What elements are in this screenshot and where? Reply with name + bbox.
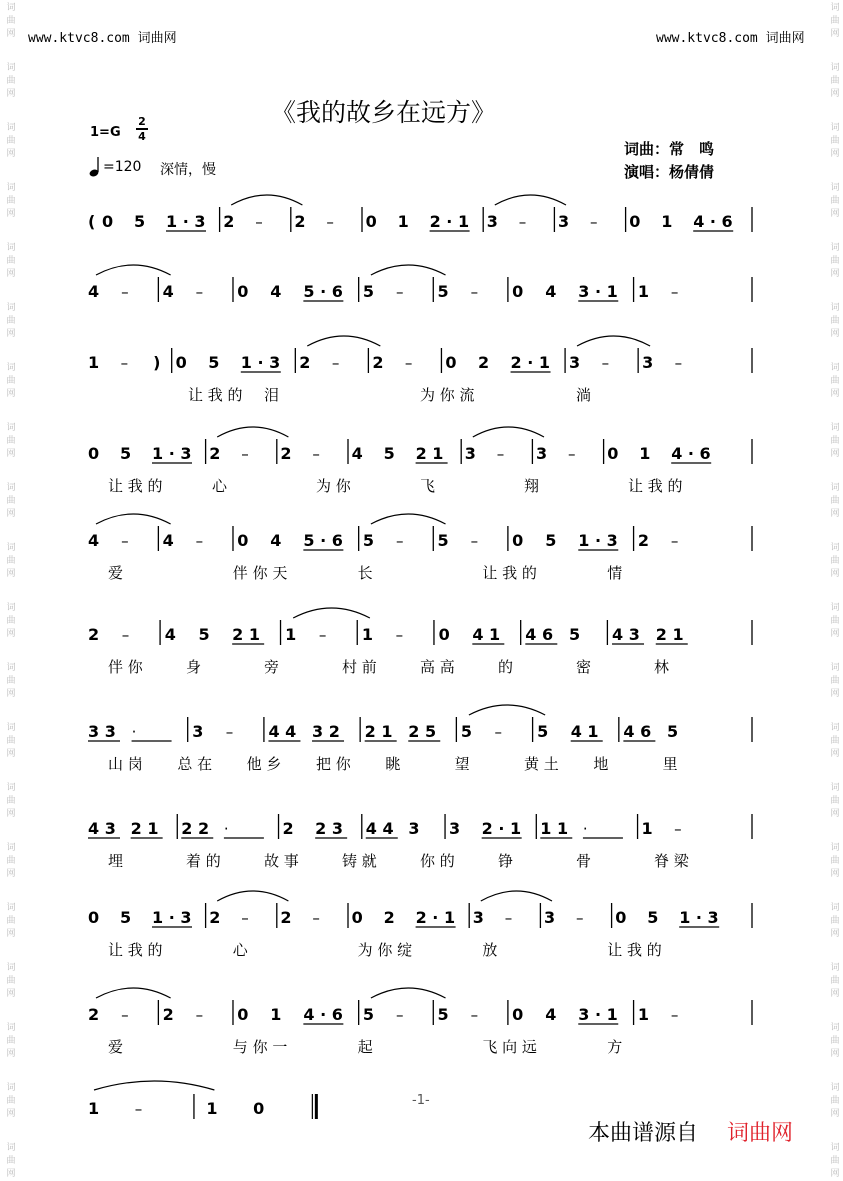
score-note: 3 <box>486 212 498 231</box>
watermark-glyph: 词 曲 网 <box>830 723 840 759</box>
score-note: 5 <box>120 444 132 463</box>
lyric-text: 村 前 <box>342 658 377 676</box>
score-note: 2 <box>477 353 490 372</box>
watermark-glyph: 词 曲 网 <box>830 1143 840 1179</box>
score-note: 2 <box>282 819 294 838</box>
score-note: 2 <box>209 908 221 927</box>
score-note: 5 <box>545 531 557 550</box>
score-note: – <box>331 354 340 372</box>
watermark-glyph: 词 曲 网 <box>6 1023 16 1059</box>
score-note: 0 <box>351 908 363 927</box>
score-note: 1 <box>361 625 374 644</box>
lyric-text: 高 高 <box>420 658 455 676</box>
watermark-glyph: 词 曲 网 <box>6 243 16 279</box>
score-note: 4 · 6 <box>303 1005 343 1024</box>
tie <box>495 195 566 205</box>
composer-credit: 词曲：常 鸣 <box>624 140 715 158</box>
score-note: 5 <box>362 531 375 550</box>
score-note: 4 <box>88 282 100 301</box>
lyric-text: 长 <box>357 564 373 582</box>
song-title: 《我的故乡在远方》 <box>271 98 497 127</box>
score-note: 1 <box>637 1005 649 1024</box>
score-note: 2 <box>372 353 384 372</box>
score-note: 2 <box>280 908 292 927</box>
tie <box>293 608 370 618</box>
lyric-text: 埋 <box>108 852 124 870</box>
lyric-text: 身 <box>186 658 202 676</box>
lyric-text: 淌 <box>576 386 592 404</box>
score-note: 4 <box>351 444 363 463</box>
lyric-text: 故 事 <box>264 852 299 870</box>
score-note: 5 <box>647 908 659 927</box>
score-note: 5 <box>537 722 549 741</box>
lyric-text: 的 <box>498 658 514 676</box>
score-note: 3 3 <box>88 722 116 741</box>
score-note: – <box>576 909 584 927</box>
score-note: 2 · 1 <box>415 908 456 927</box>
score-note: 5 <box>362 1005 375 1024</box>
score-note: 0 <box>237 282 249 301</box>
tie <box>96 265 171 275</box>
watermark-glyph: 词 曲 网 <box>830 783 840 819</box>
score-note: 4 · 6 <box>693 212 733 231</box>
score-note: 2 <box>280 444 292 463</box>
watermark-glyph: 词 曲 网 <box>830 303 840 339</box>
score-note: 3 2 <box>312 722 340 741</box>
lyric-text: 地 <box>593 755 609 773</box>
score-note: – <box>241 909 249 927</box>
lyric-text: 与 你 一 <box>232 1038 288 1056</box>
site-url-left: www.ktvc8.com 词曲网 <box>28 31 177 46</box>
score-note: – <box>121 532 129 550</box>
lyric-text: 让 我 的 <box>108 477 163 495</box>
score-note: ( <box>88 212 96 231</box>
score-note: – <box>318 626 327 644</box>
score-note: 0 <box>512 1005 524 1024</box>
time-signature-bottom: 4 <box>138 130 146 143</box>
lyric-text: 里 <box>662 755 678 773</box>
score-note: 4 <box>545 1005 557 1024</box>
score-note: 1 <box>641 819 653 838</box>
watermark-glyph: 词 曲 网 <box>830 903 840 939</box>
score-note: 1 <box>661 212 673 231</box>
score-note: 5 <box>437 1005 449 1024</box>
score-note: – <box>470 1006 479 1024</box>
score-note: 4 1 <box>472 625 501 644</box>
score-note: 1 <box>637 282 649 301</box>
score-note: 2 <box>383 908 395 927</box>
score-note: 1 <box>88 353 100 372</box>
score-note: 3 <box>544 908 556 927</box>
score-note: 0 <box>88 908 100 927</box>
score-note: 5 · 6 <box>303 282 343 301</box>
watermark-glyph: 词 曲 网 <box>830 663 840 699</box>
lyric-text: 泪 <box>264 386 280 404</box>
score-note: 4 <box>162 531 174 550</box>
score-note: 4 <box>270 282 282 301</box>
score-note: 2 <box>223 212 235 231</box>
watermark-glyph: 词 曲 网 <box>6 1083 16 1119</box>
score-note: 4 4 <box>268 722 297 741</box>
lyric-text: 密 <box>576 658 592 676</box>
watermark-glyph: 词 曲 网 <box>6 183 16 219</box>
watermark-glyph: 词 曲 网 <box>6 963 16 999</box>
score-note: 1 · 3 <box>166 212 206 231</box>
score-note: 0 <box>237 531 249 550</box>
score-note: 1 1 <box>540 819 569 838</box>
score-note: – <box>670 532 679 550</box>
tempo-mark: =120 <box>103 159 142 175</box>
singer-credit: 演唱：杨倩倩 <box>624 163 715 181</box>
tie <box>217 427 288 437</box>
lyric-text: 起 <box>357 1038 373 1056</box>
score-note: 5 <box>437 531 449 550</box>
watermark-glyph: 词 曲 网 <box>830 183 840 219</box>
score-note: 4 <box>545 282 557 301</box>
score-note: 2 <box>88 1005 100 1024</box>
score-note: – <box>195 283 204 301</box>
score-note: 2 1 <box>364 722 393 741</box>
score-note: 0 <box>512 282 524 301</box>
source-label: 本曲谱源自 <box>588 1121 699 1146</box>
watermark-glyph: 词 曲 网 <box>830 963 840 999</box>
score-note: · <box>131 723 137 741</box>
watermark-glyph: 词 曲 网 <box>6 663 16 699</box>
score-note: 3 <box>558 212 570 231</box>
watermark-glyph: 词 曲 网 <box>830 363 840 399</box>
tie <box>96 514 171 524</box>
score-note: 5 <box>198 625 210 644</box>
score-note: 5 · 6 <box>303 531 343 550</box>
lyric-text: 眺 <box>385 755 401 773</box>
watermark-glyph: 词 曲 网 <box>830 843 840 879</box>
score-note: – <box>121 283 129 301</box>
score-note: 1 <box>88 1099 100 1118</box>
score-note: 0 <box>175 353 187 372</box>
score-note: 5 <box>120 908 132 927</box>
lyric-text: 伴 你 <box>108 658 143 676</box>
watermark-glyph: 词 曲 网 <box>6 63 16 99</box>
score-note: – <box>195 1006 204 1024</box>
score-note: – <box>255 213 263 231</box>
score-note: – <box>395 283 404 301</box>
watermark-glyph: 词 曲 网 <box>830 123 840 159</box>
score-note: – <box>670 283 679 301</box>
score-note: – <box>568 445 576 463</box>
score-note: – <box>504 909 513 927</box>
tie <box>469 705 545 715</box>
score-note: 4 · 6 <box>671 444 711 463</box>
score-note: – <box>670 1006 679 1024</box>
score-note: 3 <box>408 819 420 838</box>
lyric-text: 飞 向 远 <box>482 1038 537 1056</box>
score-note: 2 2 <box>181 819 210 838</box>
lyric-text: 让 我 的 <box>607 941 662 959</box>
score-note: – <box>470 532 479 550</box>
watermark-glyph: 词 曲 网 <box>6 303 16 339</box>
score-note: 0 <box>607 444 619 463</box>
watermark-glyph: 词 曲 网 <box>6 543 16 579</box>
score-note: 1 <box>206 1099 218 1118</box>
score-note: 2 <box>209 444 221 463</box>
tie <box>371 514 446 524</box>
lyric-text: 飞 <box>420 477 436 495</box>
score-note: ) <box>153 353 161 372</box>
score-note: 4 6 <box>623 722 652 741</box>
watermark-glyph: 词 曲 网 <box>6 603 16 639</box>
score-note: 3 <box>192 722 204 741</box>
score-note: 3 · 1 <box>578 1005 618 1024</box>
score-note: 2 3 <box>315 819 344 838</box>
lyric-text: 爱 <box>108 1038 124 1056</box>
score-note: – <box>225 723 234 741</box>
score-note: 5 <box>437 282 449 301</box>
lyric-text: 山 岗 <box>108 755 143 773</box>
lyric-text: 为 你 绽 <box>357 941 413 959</box>
key-signature: 1=G <box>90 125 121 140</box>
lyric-text: 心 <box>232 941 248 959</box>
tie <box>371 988 446 998</box>
lyric-text: 爱 <box>108 564 124 582</box>
score-note: – <box>674 820 682 838</box>
score-note: 3 <box>464 444 476 463</box>
score-note: · <box>223 820 229 838</box>
score-note: 4 <box>164 625 176 644</box>
score-note: – <box>312 909 320 927</box>
score-note: 5 <box>134 212 146 231</box>
watermark-glyph: 词 曲 网 <box>830 423 840 459</box>
watermark-glyph: 词 曲 网 <box>830 1083 840 1119</box>
score-note: 4 3 <box>88 819 116 838</box>
score-note: – <box>470 283 479 301</box>
lyric-text: 翔 <box>524 477 540 495</box>
lyric-text: 他 乡 <box>246 755 282 773</box>
score-note: 3 · 1 <box>578 282 618 301</box>
source-link[interactable]: 词曲网 <box>727 1121 794 1146</box>
watermark-glyph: 词 曲 网 <box>6 123 16 159</box>
score-note: 2 <box>637 531 649 550</box>
lyric-text: 总 在 <box>177 755 213 773</box>
score-note: 0 <box>88 444 100 463</box>
score-note: 4 6 <box>525 625 554 644</box>
score-note: – <box>601 354 610 372</box>
tie <box>231 195 302 205</box>
score-note: 1 <box>285 625 297 644</box>
score-note: 0 <box>445 353 457 372</box>
score-note: 2 1 <box>130 819 159 838</box>
score-note: – <box>326 213 334 231</box>
watermark-glyph: 词 曲 网 <box>6 723 16 759</box>
score-note: 1 <box>270 1005 282 1024</box>
score-note: – <box>195 532 204 550</box>
score-note: 2 1 <box>232 625 261 644</box>
lyric-text: 黄 土 <box>524 755 559 773</box>
score-note: 3 <box>642 353 654 372</box>
score-note: 5 <box>460 722 473 741</box>
score-note: 2 · 1 <box>481 819 522 838</box>
lyric-text: 望 <box>454 755 470 773</box>
score-note: 2 <box>162 1005 174 1024</box>
score-note: 0 <box>253 1099 265 1118</box>
lyric-text: 情 <box>607 564 623 582</box>
score-note: 1 · 3 <box>240 353 281 372</box>
score-note: – <box>494 723 502 741</box>
score-note: 3 <box>569 353 581 372</box>
lyric-text: 旁 <box>264 658 280 676</box>
score-note: 0 <box>615 908 627 927</box>
score-note: 2 5 <box>408 722 437 741</box>
score-note: – <box>674 354 683 372</box>
score-note: 4 <box>270 531 282 550</box>
watermark-glyph: 词 曲 网 <box>6 1143 16 1179</box>
watermark-glyph: 词 曲 网 <box>830 3 840 39</box>
score-note: – <box>590 213 598 231</box>
score-note: 5 <box>569 625 581 644</box>
page-number: -1- <box>412 1093 430 1108</box>
lyric-text: 让 我 的 <box>108 941 163 959</box>
score-note: 1 <box>639 444 651 463</box>
score-note: 1 · 3 <box>152 444 192 463</box>
score-note: 2 · 1 <box>510 353 551 372</box>
lyric-text: 心 <box>212 477 228 495</box>
score-note: – <box>404 354 413 372</box>
lyric-text: 方 <box>607 1038 623 1056</box>
score-note: 4 4 <box>365 819 394 838</box>
watermark-glyph: 词 曲 网 <box>6 843 16 879</box>
score-note: 0 <box>237 1005 249 1024</box>
watermark-glyph: 词 曲 网 <box>6 483 16 519</box>
score-note: 0 <box>629 212 641 231</box>
watermark-glyph: 词 曲 网 <box>830 603 840 639</box>
score-note: 0 <box>438 625 450 644</box>
lyric-text: 为 你 流 <box>420 386 475 404</box>
lyric-text: 着 的 <box>186 852 221 870</box>
watermark-glyph: 词 曲 网 <box>830 1023 840 1059</box>
score-note: 4 3 <box>612 625 640 644</box>
lyric-text: 为 你 <box>316 477 351 495</box>
lyric-text: 放 <box>482 941 498 959</box>
score-note: 3 <box>449 819 461 838</box>
score-note: 0 <box>365 212 377 231</box>
score-note: 2 · 1 <box>429 212 470 231</box>
tie <box>481 891 552 901</box>
tie <box>94 1081 214 1090</box>
score-note: – <box>312 445 320 463</box>
lyric-text: 伴 你 天 <box>232 564 288 582</box>
score-note: – <box>120 354 129 372</box>
score-note: 2 1 <box>655 625 684 644</box>
site-url-right: www.ktvc8.com 词曲网 <box>656 31 805 46</box>
watermark-glyph: 词 曲 网 <box>830 483 840 519</box>
score-note: 4 <box>162 282 174 301</box>
score-note: 1 · 3 <box>679 908 719 927</box>
lyric-text: 你 的 <box>420 852 455 870</box>
lyric-text: 骨 <box>576 852 592 870</box>
time-signature-top: 2 <box>138 115 146 128</box>
score-note: 4 1 <box>570 722 599 741</box>
tie <box>96 988 171 998</box>
score-note: 1 · 3 <box>152 908 192 927</box>
expression-mark: 深情，慢 <box>160 162 216 178</box>
watermark-glyph: 词 曲 网 <box>830 543 840 579</box>
score-note: 5 <box>383 444 395 463</box>
score-note: 3 <box>536 444 548 463</box>
watermark-glyph: 词 曲 网 <box>6 783 16 819</box>
score-note: 3 <box>472 908 484 927</box>
score-note: 4 <box>88 531 100 550</box>
score-note: 2 <box>299 353 311 372</box>
lyric-text: 让 我 的 <box>188 386 243 404</box>
lyric-text: 让 我 的 <box>482 564 537 582</box>
lyric-text: 林 <box>654 658 670 676</box>
watermark-glyph: 词 曲 网 <box>830 63 840 99</box>
tie <box>371 265 446 275</box>
watermark-glyph: 词 曲 网 <box>6 3 16 39</box>
watermark-glyph: 词 曲 网 <box>6 363 16 399</box>
score-note: 1 · 3 <box>578 531 618 550</box>
watermark-glyph: 词 曲 网 <box>6 903 16 939</box>
score-note: 5 <box>362 282 375 301</box>
score-note: 5 <box>666 722 679 741</box>
score-note: – <box>395 626 404 644</box>
tie <box>307 336 380 346</box>
score-note: · <box>582 820 588 838</box>
watermark-glyph: 词 曲 网 <box>830 243 840 279</box>
score-note: – <box>121 1006 129 1024</box>
score-note: 2 <box>88 625 100 644</box>
tie <box>217 891 288 901</box>
score-note: – <box>395 1006 404 1024</box>
score-note: 0 <box>512 531 524 550</box>
score-note: – <box>496 445 505 463</box>
score-note: – <box>134 1100 143 1118</box>
lyric-text: 铸 就 <box>342 852 377 870</box>
score-note: 5 <box>208 353 220 372</box>
lyric-text: 把 你 <box>316 755 351 773</box>
score-note: 1 <box>397 212 409 231</box>
score-note: – <box>241 445 249 463</box>
score-note: 2 <box>294 212 306 231</box>
lyric-text: 铮 <box>498 852 514 870</box>
tie <box>577 336 650 346</box>
score-note: 0 <box>102 212 114 231</box>
score-note: – <box>395 532 404 550</box>
score-note: – <box>518 213 527 231</box>
lyric-text: 脊 梁 <box>654 852 689 870</box>
tie <box>473 427 544 437</box>
score-note: 2 1 <box>415 444 444 463</box>
watermark-glyph: 词 曲 网 <box>6 423 16 459</box>
lyric-text: 让 我 的 <box>628 477 683 495</box>
score-note: – <box>121 626 130 644</box>
